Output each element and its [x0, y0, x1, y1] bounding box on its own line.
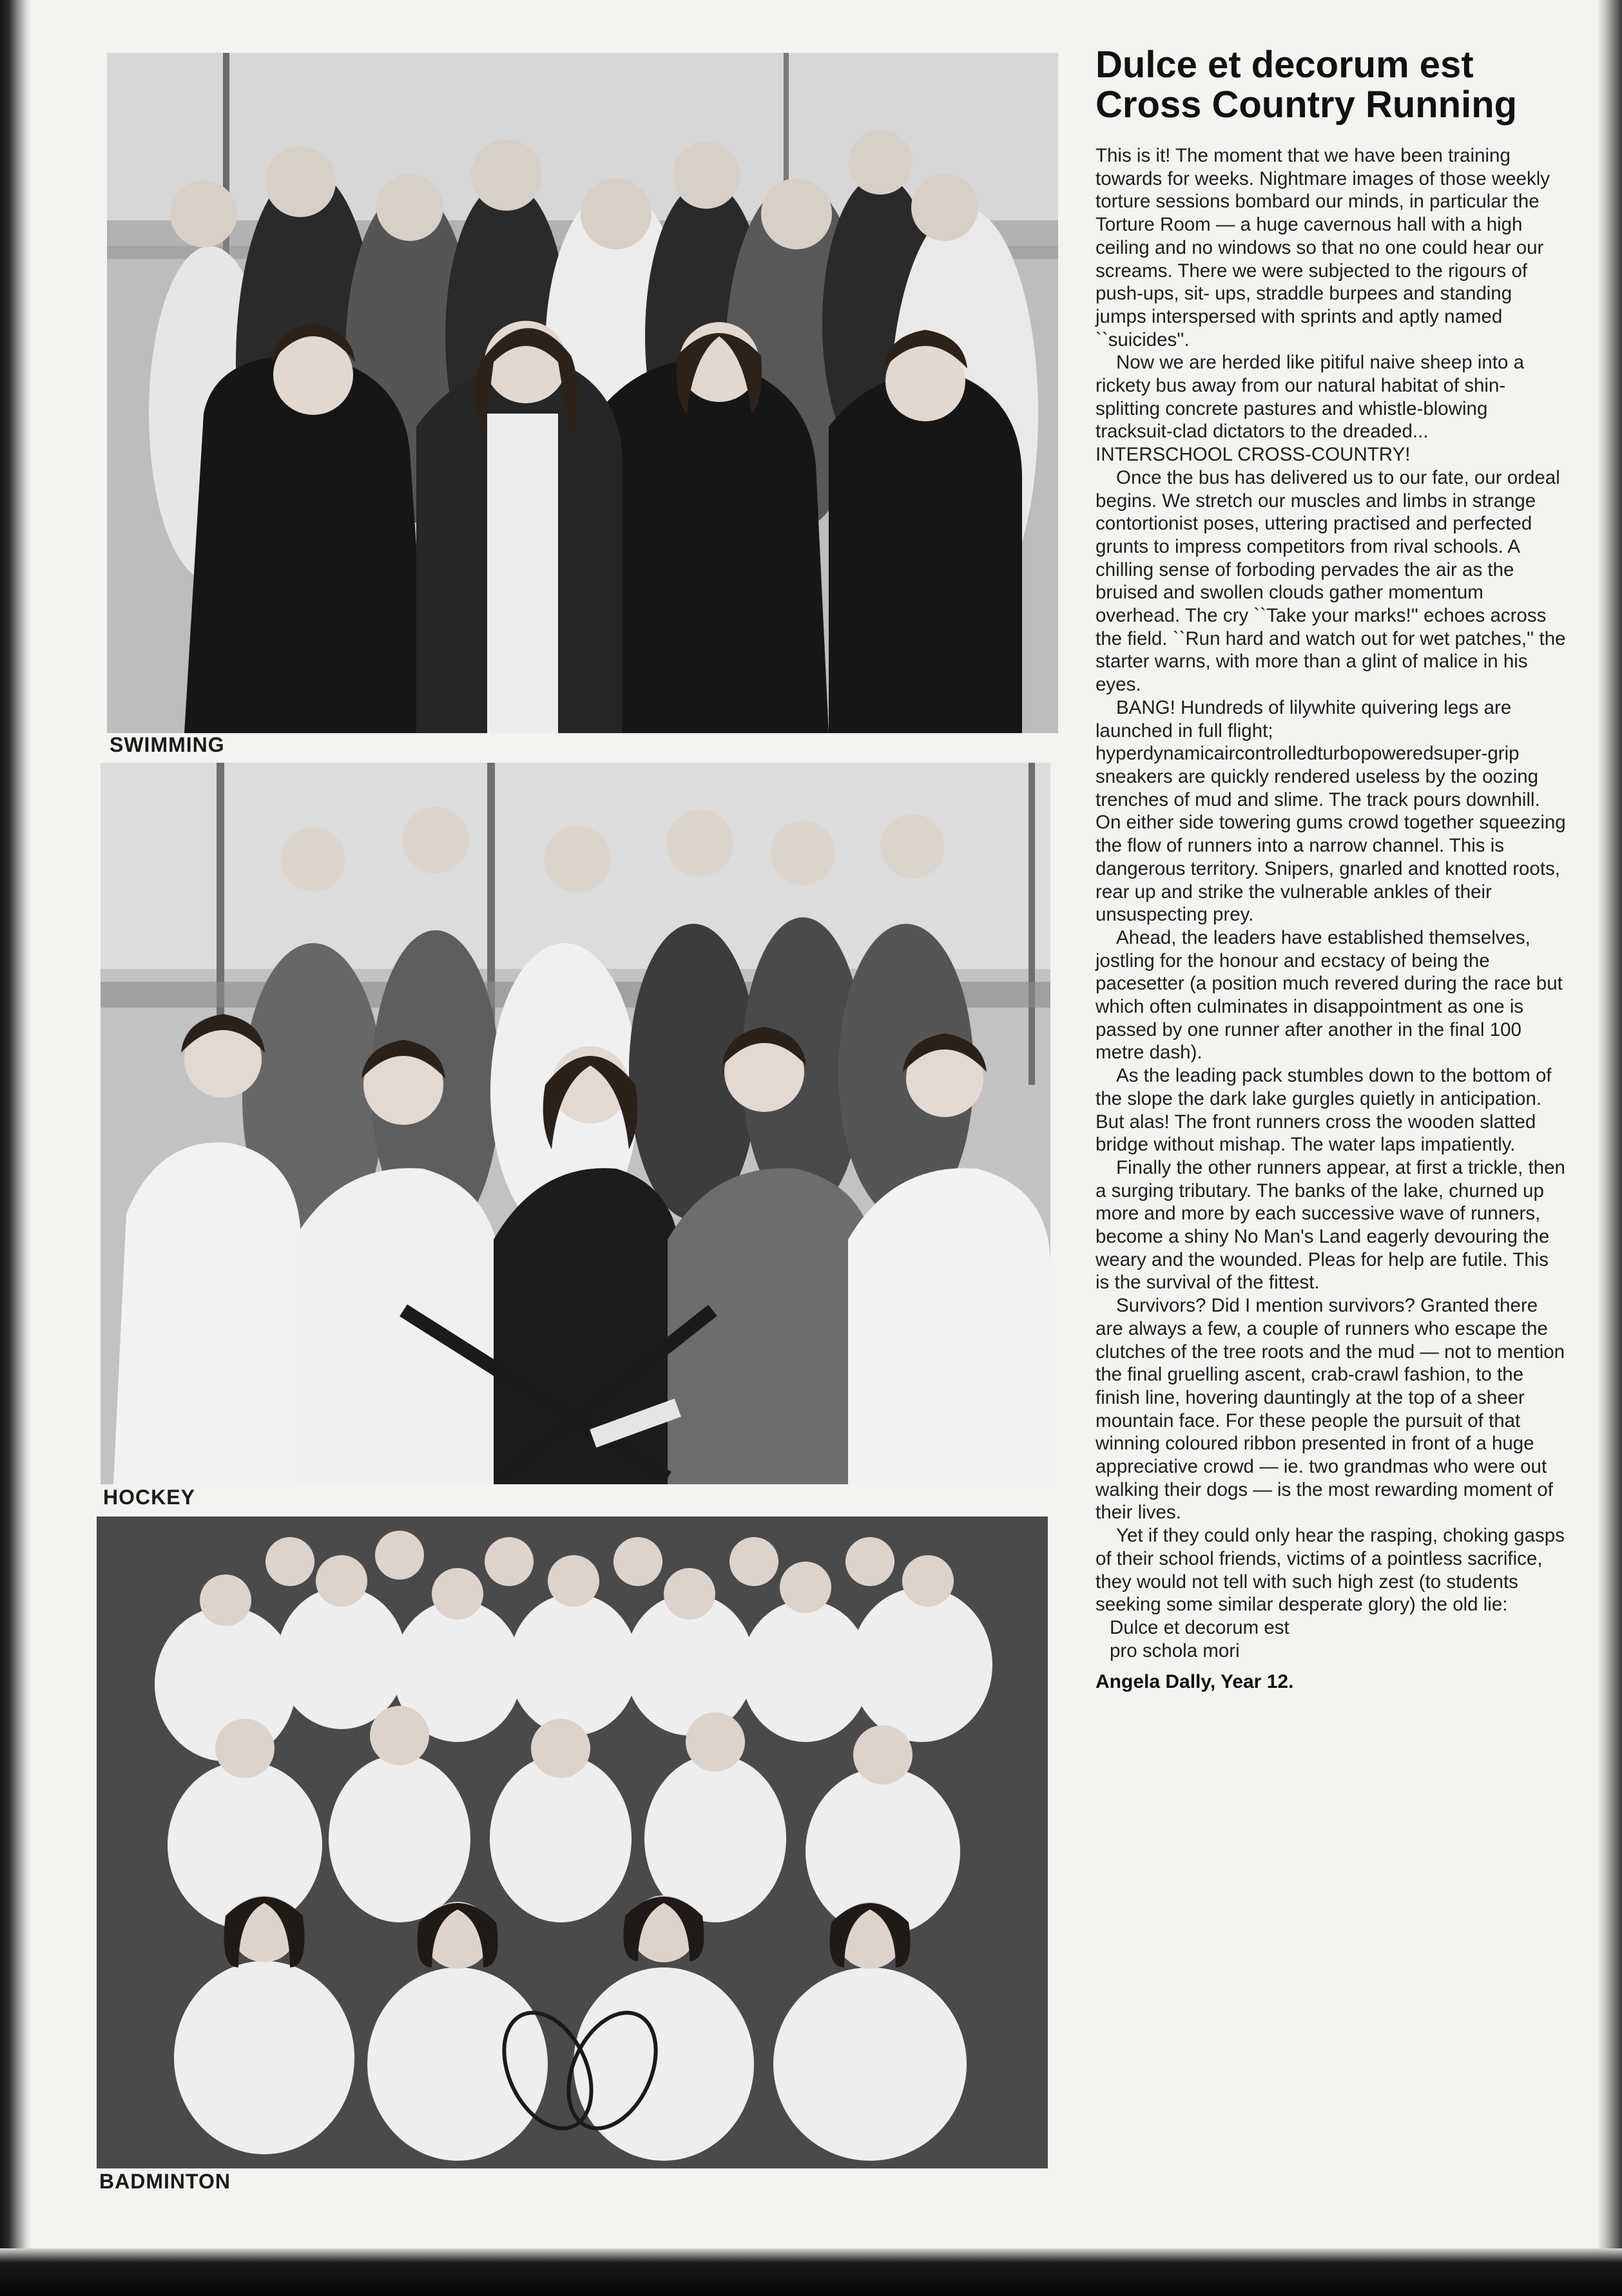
- article: [1096, 45, 1566, 1693]
- article-paragraph: This is it! The moment that we have been training towards for weeks. Nightmare images of those weekly torture sessions bombard our minds, in particular the Torture Room — a huge cavernous hall with a high ceiling and no windows so that no one could hear our screams. There we were subjected to the rigours of push-ups, sit- ups, straddle burpees and standing jumps interspersed with sprints and aptly named ``suicides''.: [1096, 145, 1550, 350]
- article-paragraph: Finally the other runners appear, at first a trickle, then a surging tributary. The banks of the lake, churned up more and more by each successive wave of runners, become a shiny No Man's Land eagerly devouring the weary and the wounded. Pleas for help are futile. This is the survival of the fittest.: [1096, 1156, 1565, 1294]
- article-paragraph: Ahead, the leaders have established themselves, jostling for the honour and ecstacy of being the pacesetter (a position much revered during the race but which often culminates in disappointment as one is passed by one runner after another in the final 100 metre dash).: [1096, 926, 1563, 1064]
- badminton-caption: BADMINTON: [99, 2170, 231, 2193]
- article-byline: Angela Dally, Year 12.: [1096, 1671, 1294, 1693]
- swimming-team-photo: [107, 53, 1058, 733]
- article-title: [1096, 45, 1566, 125]
- article-paragraph: Now we are herded like pitiful naive sheep into a rickety bus away from our natural habitat of shin-splitting concrete pastures and whistle-blowing tracksuit-clad dictators to the dreaded...: [1096, 352, 1524, 443]
- article-title-line-2: Cross Country Running: [1096, 84, 1518, 126]
- badminton-photo-figures: [97, 1516, 1048, 2168]
- book-spine-shadow: [0, 0, 31, 2296]
- swimming-photo-figures: [107, 53, 1058, 733]
- hockey-team-photo: [101, 763, 1050, 1484]
- article-paragraph: Survivors? Did I mention survivors? Granted there are always a few, a couple of runners who escape the clutches of the tree roots and the mud — not to mention the final gruelling ascent, crab-crawl fashion, to the finish line, hovering dauntingly at the top of a sheer mountain face. For these people the pursuit of that winning coloured ribbon presented in front of a huge appreciative crowd — ie. two grandmas who were out walking their dogs — is the most rewarding moment of their lives.: [1096, 1295, 1565, 1524]
- swimming-caption: SWIMMING: [110, 733, 225, 756]
- page-edge-shadow: [1598, 0, 1622, 2296]
- hockey-caption: HOCKEY: [103, 1486, 195, 1509]
- article-paragraph: INTERSCHOOL CROSS-COUNTRY!: [1096, 444, 1411, 466]
- article-title-line-1: Dulce et decorum est: [1096, 44, 1474, 86]
- verse-line: pro schola mori: [1110, 1640, 1240, 1661]
- article-paragraph: As the leading pack stumbles down to the bottom of the slope the dark lake gurgles quietly in anticipation. But alas! The front runners cross the wooden slatted bridge without mishap. The water laps impatiently.: [1096, 1065, 1552, 1156]
- hockey-photo-figures: [101, 763, 1050, 1484]
- verse-line: Dulce et decorum est: [1110, 1617, 1289, 1638]
- article-paragraph: BANG! Hundreds of lilywhite quivering legs are launched in full flight; hyperdynamicaircontrolledturbopoweredsuper-grip sneakers are quickly rendered useless by the oozing trenches of mud and slime. The track pours downhill. On either side towering gums crowd together squeezing the flow of runners into a narrow channel. This is dangerous territory. Snipers, gnarled and knotted roots, rear up and strike the vulnerable ankles of their unsuspecting prey.: [1096, 696, 1566, 926]
- article-paragraph: Yet if they could only hear the rasping, choking gasps of their school friends, victims of a pointless sacrifice, they would not tell with such high zest (to students seeking some similar desperate glory) the old lie:: [1096, 1525, 1565, 1616]
- badminton-team-photo: [97, 1516, 1048, 2168]
- article-paragraph: Once the bus has delivered us to our fate, our ordeal begins. We stretch our muscles and limbs in strange contortionist poses, uttering practised and perfected grunts to impress competitors from rival schools. A chilling sense of forboding pervades the air as the bruised and swollen clouds gather momentum overhead. The cry ``Take your marks!'' echoes across the field. ``Run hard and watch out for wet patches,'' the starter warns, with more than a glint of malice in his eyes.: [1096, 466, 1566, 696]
- page-bottom-shadow: [0, 2248, 1622, 2296]
